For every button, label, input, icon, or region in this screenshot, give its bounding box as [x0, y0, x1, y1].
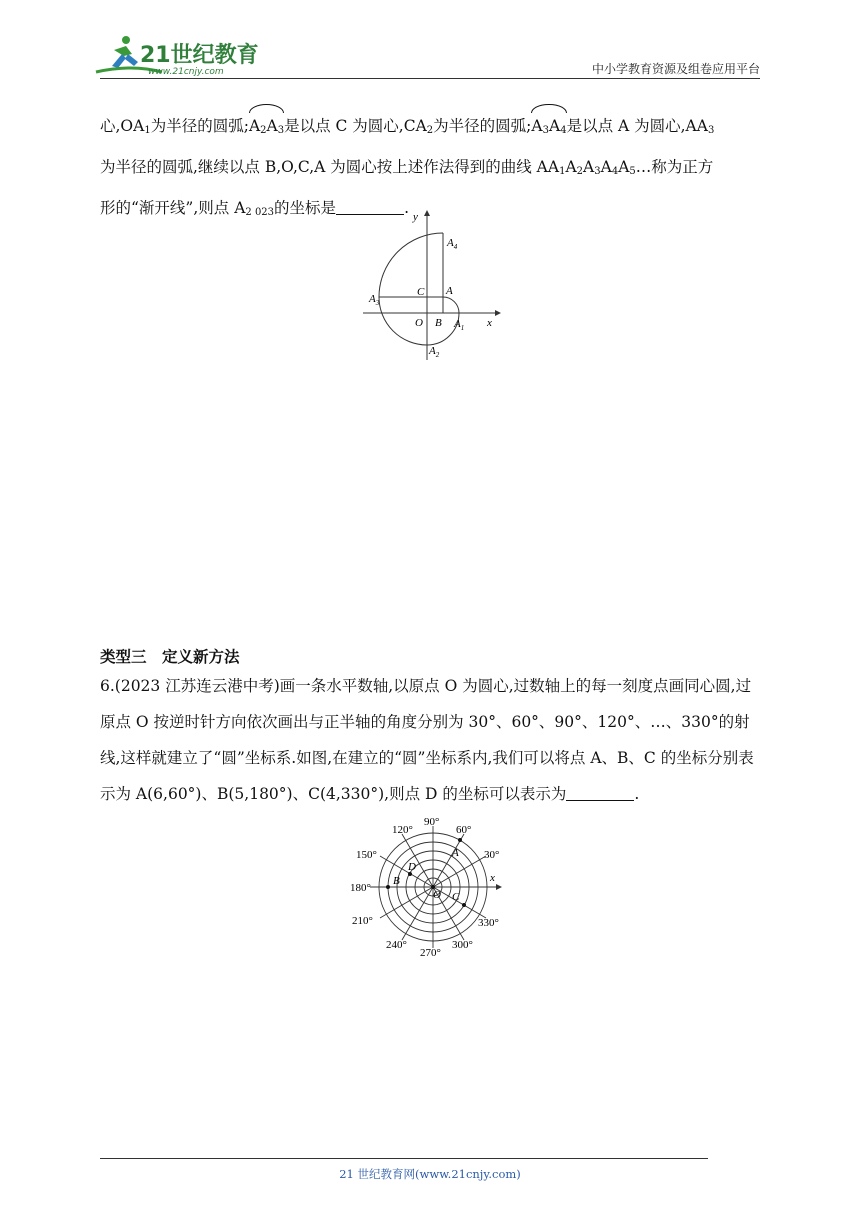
problem-6-text: 6.(2023 江苏连云港中考)画一条水平数轴,以原点 O 为圆心,过数轴上的每一刻度点画同心圆,过原点 O 按逆时针方向依次画出与正半轴的角度分别为 30°、60°、90°、120°、…、330°的射线,这样就建立了“圆”坐标系.如图,在建立的“圆”坐标系内,我们可以将点 A、B、C 的坐标分别表示为 A(6,60°)、B(5,180°)、C(4,330°),则点 D 的坐标可以表示为 .	[100, 677, 754, 803]
label-y: y	[413, 211, 418, 223]
label-point-d: D	[408, 861, 416, 873]
label-150: 150°	[356, 849, 377, 861]
point-c	[462, 903, 466, 907]
label-b: B	[435, 317, 442, 329]
point-a	[458, 838, 462, 842]
label-a4: $A_4$	[447, 237, 458, 251]
x-arrow-icon	[496, 884, 502, 890]
label-240: 240°	[386, 939, 407, 951]
arc-a2a3: $A_2A_3$	[249, 104, 284, 149]
label-point-a: A	[452, 847, 459, 859]
answer-blank-2[interactable]	[566, 786, 634, 801]
label-180: 180°	[350, 882, 371, 894]
square	[427, 297, 443, 313]
label-a3: $A_3$	[369, 293, 380, 307]
label-x-axis: x	[490, 872, 495, 884]
polar-figure	[340, 812, 520, 962]
point-b	[386, 885, 390, 889]
label-point-b: B	[393, 875, 400, 887]
label-30: 30°	[484, 849, 500, 861]
label-270: 270°	[420, 947, 441, 959]
label-210: 210°	[352, 915, 373, 927]
label-c: C	[417, 286, 425, 298]
label-o: O	[415, 317, 423, 329]
section-title: 类型三 定义新方法	[100, 648, 240, 666]
arc-a3a4: $A_3A_4$	[531, 104, 566, 149]
header-divider	[100, 78, 760, 79]
logo-url: www.21cnjy.com	[148, 67, 224, 77]
label-120: 120°	[392, 824, 413, 836]
header-platform-text: 中小学教育资源及组卷应用平台	[591, 62, 760, 76]
label-90: 90°	[424, 816, 440, 828]
x-axis-arrow-icon	[495, 310, 501, 316]
label-a2: $A_2$	[429, 345, 440, 359]
footer-text: 21 世纪教育网(www.21cnjy.com)	[339, 1167, 521, 1181]
y-axis-arrow-icon	[424, 210, 430, 216]
involute-figure	[355, 210, 505, 368]
label-60: 60°	[456, 824, 472, 836]
label-a1: $A_1$	[454, 318, 465, 332]
site-logo	[92, 32, 262, 78]
label-a: A	[446, 285, 453, 297]
footer-divider	[100, 1158, 708, 1159]
label-point-c: C	[452, 891, 460, 903]
label-x: x	[487, 317, 492, 329]
label-300: 300°	[452, 939, 473, 951]
label-point-o: O	[433, 889, 441, 901]
logo-text: 21世纪教育	[140, 43, 259, 68]
problem-5-text: 心$,OA_1$为半径的圆弧$;A_2A_3$是以点 C 为圆心$,CA_2$为半径的圆弧$;A_3A_4$是以点 A 为圆心$,AA_3$ 为半径的圆弧,继续以点 B,O,C,A 为圆心按上述作法得到的曲线 $AA_1A_2A_3A_4A_5\dots$称为正方 形的“渐开线”,则点 $A_{2 023}$的坐标是 .	[100, 104, 765, 231]
label-330: 330°	[478, 917, 499, 929]
